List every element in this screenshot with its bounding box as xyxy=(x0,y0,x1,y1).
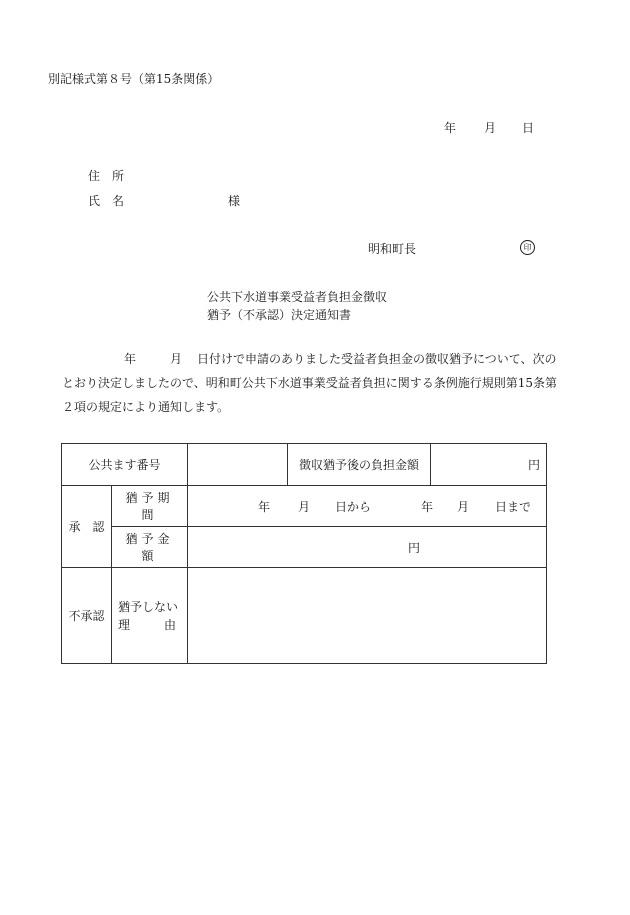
period-label: 猶予期間 xyxy=(112,486,188,527)
disapproval-label: 不承認 xyxy=(62,568,112,664)
burden-after-label: 徴収猶予後の負担金額 xyxy=(288,444,431,486)
approval-label: 承 認 xyxy=(62,486,112,568)
seal-icon: 印 xyxy=(520,240,535,255)
issuer-title: 明和町長 xyxy=(368,242,417,256)
document-title-line1: 公共下水道事業受益者負担金徴収 xyxy=(207,290,388,304)
body-text-rest: 次のとおり決定しましたので、明和町公共下水道事業受益者負担に関する条例施行規則第15条第２項の規定により通知します。 xyxy=(62,352,558,414)
decision-table xyxy=(61,443,547,664)
period-month1: 月 xyxy=(298,499,311,514)
notice-body xyxy=(62,347,562,419)
period-day-until: 日まで xyxy=(495,499,532,514)
form-number: 別記様式第８号（第15条関係） xyxy=(48,72,220,86)
period-value xyxy=(188,486,547,527)
amount-label: 猶予金額 xyxy=(112,527,188,568)
period-day-from: 日から xyxy=(335,499,372,514)
address-label xyxy=(88,169,124,183)
document-title-line2: 猶予（不承認）決定通知書 xyxy=(207,308,352,322)
reason-label-line2: 理 由 xyxy=(118,617,177,632)
address-label-char2: 所 xyxy=(112,169,125,183)
reason-value xyxy=(188,568,547,664)
manhole-value xyxy=(188,444,288,486)
date-year: 年 xyxy=(444,121,457,135)
body-year: 年 xyxy=(124,352,137,366)
name-label-char2: 名 xyxy=(112,194,125,208)
period-year1: 年 xyxy=(258,499,271,514)
body-month: 月 xyxy=(170,352,183,366)
issue-date xyxy=(444,121,534,135)
body-text-start: 日付けで申請のありました受益者負担金の徴収猶予について、 xyxy=(197,352,533,366)
honorific: 様 xyxy=(228,194,241,208)
manhole-label: 公共ます番号 xyxy=(62,444,188,486)
date-day: 日 xyxy=(522,121,535,135)
period-month2: 月 xyxy=(457,499,470,514)
reason-label xyxy=(112,568,188,664)
name-label xyxy=(88,194,124,208)
reason-label-line1: 猶予しない xyxy=(118,599,179,614)
amount-value: 円 xyxy=(188,527,547,568)
period-year2: 年 xyxy=(421,499,434,514)
name-label-char1: 氏 xyxy=(88,194,101,208)
date-month: 月 xyxy=(484,121,497,135)
burden-after-yen: 円 xyxy=(431,444,547,486)
address-label-char1: 住 xyxy=(88,169,101,183)
